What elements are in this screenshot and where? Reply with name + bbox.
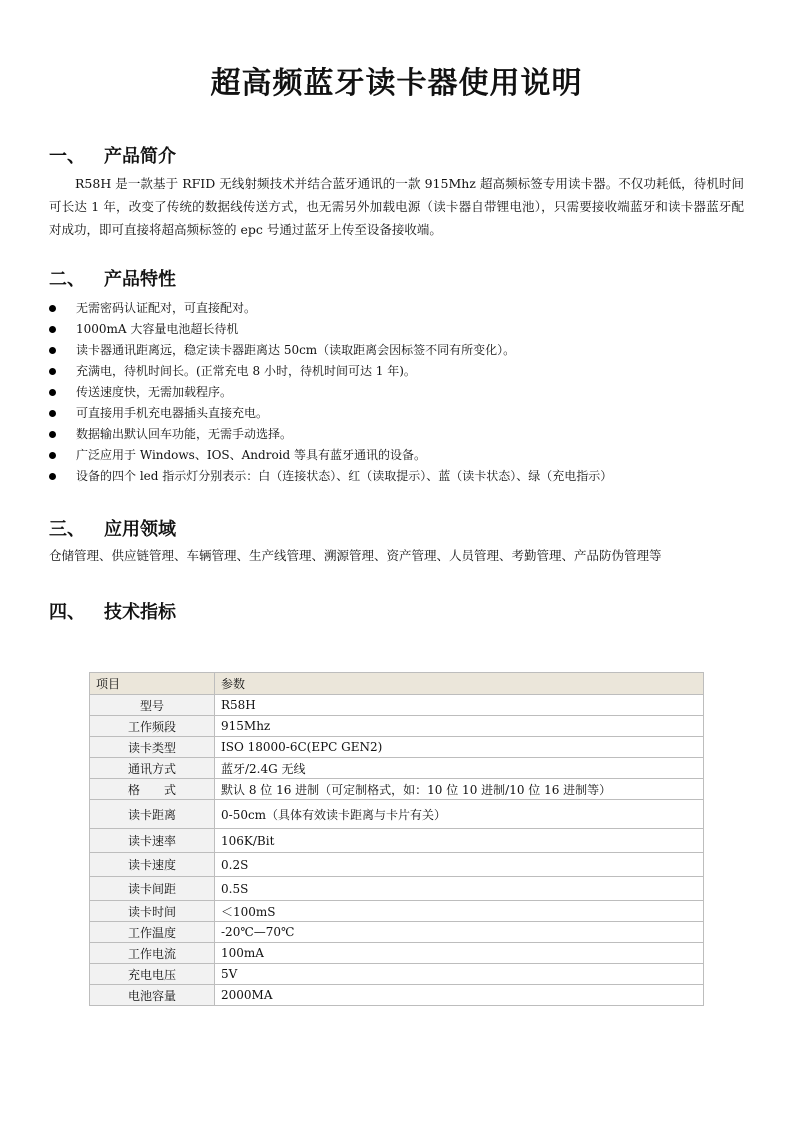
spec-name: 充电电压 [90, 964, 215, 985]
spec-value: 默认 8 位 16 进制（可定制格式，如：10 位 10 进制/10 位 16 进制等） [215, 779, 704, 800]
bullet-icon [49, 473, 56, 480]
bullet-icon [49, 305, 56, 312]
bullet-icon [49, 326, 56, 333]
spec-name: 读卡间距 [90, 877, 215, 901]
feature-list [49, 298, 612, 487]
table-row [90, 985, 704, 1006]
feature-item [49, 382, 612, 403]
feature-text: 1000mA 大容量电池超长待机 [76, 322, 239, 336]
bullet-icon [49, 410, 56, 417]
spec-name: 读卡距离 [90, 800, 215, 829]
feature-item [49, 445, 612, 466]
bullet-icon [49, 452, 56, 459]
feature-item [49, 424, 612, 445]
table-row [90, 829, 704, 853]
page-title: 超高频蓝牙读卡器使用说明 [210, 66, 583, 101]
table-row [90, 943, 704, 964]
section-heading-features: 二、 产品特性 [49, 269, 176, 290]
section-heading-intro: 一、 产品简介 [49, 146, 176, 167]
table-row [90, 695, 704, 716]
bullet-icon [49, 389, 56, 396]
spec-value: 0-50cm（具体有效读卡距离与卡片有关） [215, 800, 704, 829]
spec-value: 5V [215, 964, 704, 985]
spec-value: ＜100mS [215, 901, 704, 922]
intro-paragraph: R58H 是一款基于 RFID 无线射频技术并结合蓝牙通讯的一款 915Mhz 超高频标签专用读卡器。不仅功耗低，待机时间可长达 1 年，改变了传统的数据线传送方式，也无需另外加载电源（读卡器自带锂电池），只需要接收端蓝牙和读卡器蓝牙配对成功，即可直接将超高频标签的 epc 号通过蓝牙上传至设备接收端。 [49, 176, 744, 237]
feature-text: 可直接用手机充电器插头直接充电。 [76, 406, 269, 420]
table-row [90, 922, 704, 943]
spec-value: R58H [215, 695, 704, 716]
spec-table [89, 672, 704, 1006]
spec-name: 通讯方式 [90, 758, 215, 779]
table-row [90, 901, 704, 922]
feature-text: 传送速度快，无需加载程序。 [76, 385, 233, 399]
spec-name: 读卡速度 [90, 853, 215, 877]
table-row [90, 800, 704, 829]
section-heading-applications: 三、 应用领域 [49, 519, 176, 540]
spec-name: 电池容量 [90, 985, 215, 1006]
spec-name: 格 式 [90, 779, 215, 800]
bullet-icon [49, 368, 56, 375]
spec-name: 工作频段 [90, 716, 215, 737]
applications-text: 仓储管理、供应链管理、车辆管理、生产线管理、溯源管理、资产管理、人员管理、考勤管理、产品防伪管理等 [49, 548, 662, 563]
feature-item [49, 466, 612, 487]
feature-text: 读卡器通讯距离远，稳定读卡器距离达 50cm（读取距离会因标签不同有所变化）。 [76, 343, 516, 357]
table-row [90, 716, 704, 737]
spec-value: 2000MA [215, 985, 704, 1006]
feature-text: 广泛应用于 Windows、IOS、Android 等具有蓝牙通讯的设备。 [76, 448, 427, 462]
spec-value: 0.5S [215, 877, 704, 901]
header-cell: 项目 [90, 673, 215, 695]
feature-item [49, 361, 612, 382]
spec-value: 100mA [215, 943, 704, 964]
section-heading-specs: 四、 技术指标 [49, 602, 176, 623]
feature-text: 数据输出默认回车功能，无需手动选择。 [76, 427, 293, 441]
spec-name: 型号 [90, 695, 215, 716]
spec-value: 0.2S [215, 853, 704, 877]
spec-value: 915Mhz [215, 716, 704, 737]
spec-name: 工作温度 [90, 922, 215, 943]
feature-text: 充满电，待机时间长。(正常充电 8 小时，待机时间可达 1 年)。 [76, 364, 416, 378]
spec-value: 106K/Bit [215, 829, 704, 853]
spec-name: 读卡类型 [90, 737, 215, 758]
header-cell: 参数 [215, 673, 704, 695]
table-row [90, 737, 704, 758]
feature-item [49, 340, 612, 361]
feature-text: 无需密码认证配对，可直接配对。 [76, 301, 257, 315]
table-row [90, 779, 704, 800]
table-row [90, 877, 704, 901]
spec-value: 蓝牙/2.4G 无线 [215, 758, 704, 779]
table-row [90, 853, 704, 877]
spec-name: 读卡速率 [90, 829, 215, 853]
bullet-icon [49, 347, 56, 354]
table-header-row [90, 673, 704, 695]
table-row [90, 758, 704, 779]
spec-value: ISO 18000-6C(EPC GEN2) [215, 737, 704, 758]
bullet-icon [49, 431, 56, 438]
feature-item [49, 319, 612, 340]
spec-name: 工作电流 [90, 943, 215, 964]
feature-text: 设备的四个 led 指示灯分别表示：白（连接状态）、红（读取提示）、蓝（读卡状态）、绿（充电指示） [76, 469, 613, 483]
table-row [90, 964, 704, 985]
spec-value: -20℃—70℃ [215, 922, 704, 943]
feature-item [49, 403, 612, 424]
spec-name: 读卡时间 [90, 901, 215, 922]
feature-item [49, 298, 612, 319]
